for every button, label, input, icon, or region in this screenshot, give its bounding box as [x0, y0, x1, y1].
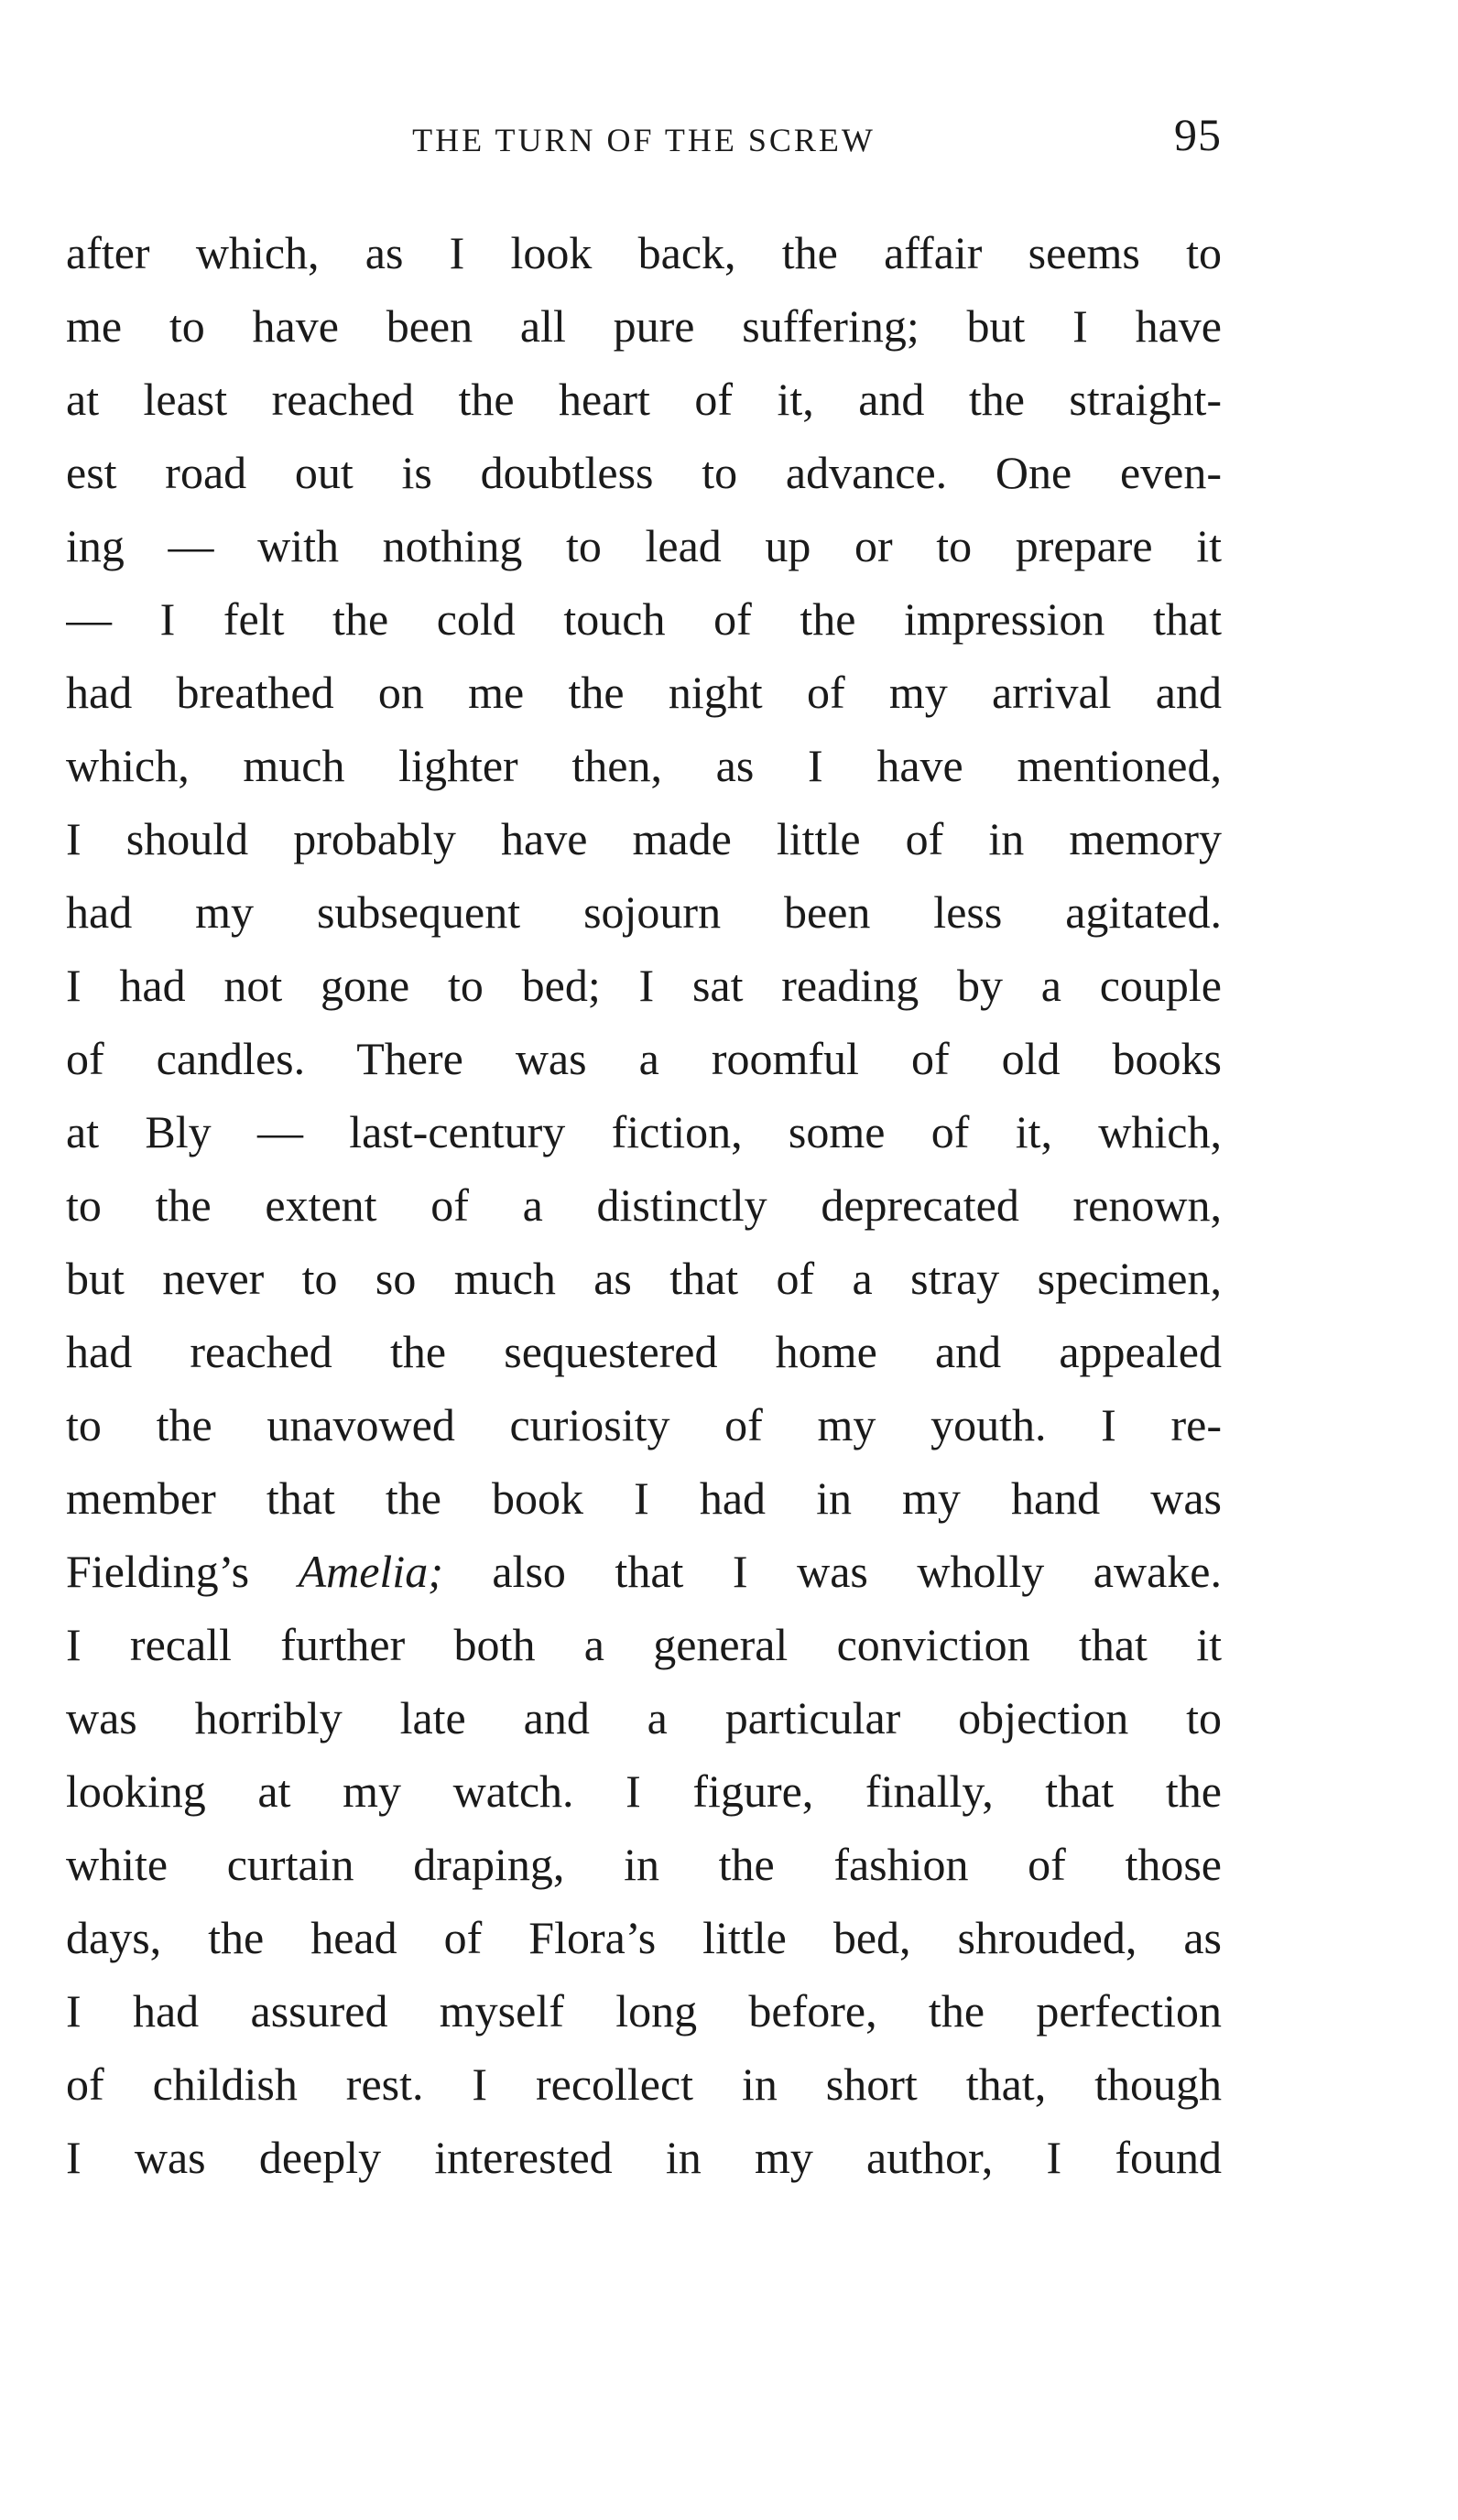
text-line: I had not gone to bed; I sat reading by a couple [66, 960, 1222, 1011]
text-line: looking at my watch. I figure, finally, that the [66, 1765, 1222, 1817]
text-line: had my subsequent sojourn been less agitated. [66, 886, 1222, 938]
text-line: had reached the sequestered home and appealed [66, 1326, 1222, 1377]
text-line: to the extent of a distinctly deprecated renown, [66, 1179, 1222, 1231]
body-text [66, 216, 1222, 2194]
text-line: of childish rest. I recollect in short that, though [66, 2058, 1222, 2110]
text-line: had breathed on me the night of my arrival and [66, 667, 1222, 718]
book-title-amelia: Amelia; [298, 1546, 443, 1597]
text-line: ing — with nothing to lead up or to prepare it [66, 520, 1222, 571]
text-line: I had assured myself long before, the perfection [66, 1985, 1222, 2037]
text-line: est road out is doubtless to advance. One even- [66, 447, 1222, 498]
text-line: of candles. There was a roomful of old books [66, 1033, 1222, 1084]
text-line: was horribly late and a particular objection to [66, 1692, 1222, 1743]
text-line: I was deeply interested in my author, I found [66, 2132, 1222, 2183]
text-line: at Bly — last-century fiction, some of it, which, [66, 1106, 1222, 1157]
text-line: I recall further both a general conviction that it [66, 1619, 1222, 1670]
running-title: THE TURN OF THE SCREW [412, 122, 876, 158]
text-line: days, the head of Flora’s little bed, shrouded, as [66, 1912, 1222, 1963]
text-fragment: also that I was wholly awake. [442, 1546, 1222, 1597]
text-fragment: Fielding’s [66, 1546, 299, 1597]
text-line: white curtain draping, in the fashion of those [66, 1839, 1222, 1890]
text-line: I should probably have made little of in memory [66, 813, 1222, 864]
text-line: at least reached the heart of it, and the straight- [66, 374, 1222, 425]
text-line-with-title [66, 1535, 1222, 1608]
text-line: which, much lighter then, as I have mentioned, [66, 740, 1222, 791]
text-line: after which, as I look back, the affair seems to [66, 227, 1222, 278]
text-line: — I felt the cold touch of the impression that [66, 593, 1222, 645]
text-line: member that the book I had in my hand was [66, 1472, 1222, 1524]
text-line: me to have been all pure suffering; but I have [66, 300, 1222, 352]
text-line: to the unavowed curiosity of my youth. I re- [66, 1399, 1222, 1450]
page-number: 95 [1174, 109, 1222, 160]
text-line: but never to so much as that of a stray specimen, [66, 1253, 1222, 1304]
running-head [66, 108, 1222, 163]
